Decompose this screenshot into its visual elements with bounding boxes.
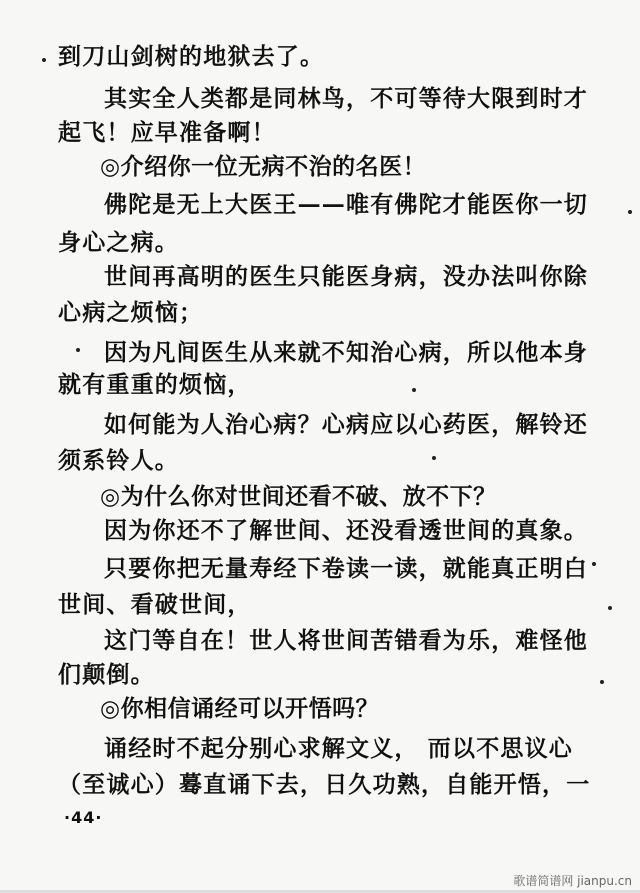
scan-speck (600, 680, 604, 684)
scan-speck (628, 210, 632, 214)
text-line-5: 佛陀是无上大医王——唯有佛陀才能医你一切 (104, 191, 588, 218)
text-line-3: 起飞！应早准备啊！ (58, 119, 276, 146)
scan-speck (76, 348, 80, 352)
section-heading-3: ◎你相信诵经可以开悟吗？ (100, 696, 380, 722)
text-line-10: 就有重重的烦恼， (58, 371, 252, 398)
text-line-15: 只要你把无量寿经下卷读一读，就能真正明白 (104, 555, 588, 582)
text-line-2: 其实全人类都是同林鸟，不可等待大限到时才 (104, 85, 588, 112)
scan-speck (608, 606, 612, 610)
page-number: ·44· (64, 808, 103, 827)
site-watermark: 歌谱简谱网 jianpu.cn (513, 874, 632, 888)
text-line-20: 诵经时不起分别心求解文义， 而以不思议心 (104, 735, 574, 762)
text-line-21: （至诚心）蓦直诵下去，日久功熟，自能开悟，一 (58, 771, 591, 798)
text-line-1: 到刀山剑树的地狱去了。 (58, 43, 325, 70)
text-line-7: 世间再高明的医生只能医身病，没办法叫你除 (104, 263, 588, 290)
text-line-12: 须系铃人。 (58, 447, 179, 474)
text-line-17: 这门等自在！世人将世间苦错看为乐，难怪他 (104, 627, 588, 654)
text-line-6: 身心之病。 (58, 229, 179, 256)
text-line-8: 心病之烦恼； (58, 299, 204, 326)
text-line-14: 因为你还不了解世间、还没看透世间的真象。 (104, 517, 588, 544)
text-line-18: 们颠倒。 (58, 661, 155, 688)
scan-speck (42, 58, 46, 62)
scan-speck (432, 456, 436, 460)
section-heading-1: ◎介绍你一位无病不治的名医！ (100, 154, 427, 180)
scan-speck (592, 562, 596, 566)
text-line-9: 因为凡间医生从来就不知治心病，所以他本身 (104, 339, 588, 366)
scan-speck (412, 388, 416, 392)
text-line-11: 如何能为人治心病？心病应以心药医，解铃还 (104, 411, 588, 438)
text-line-16: 世间、看破世间， (58, 591, 252, 618)
section-heading-2: ◎为什么你对世间还看不破、放不下？ (100, 484, 497, 510)
